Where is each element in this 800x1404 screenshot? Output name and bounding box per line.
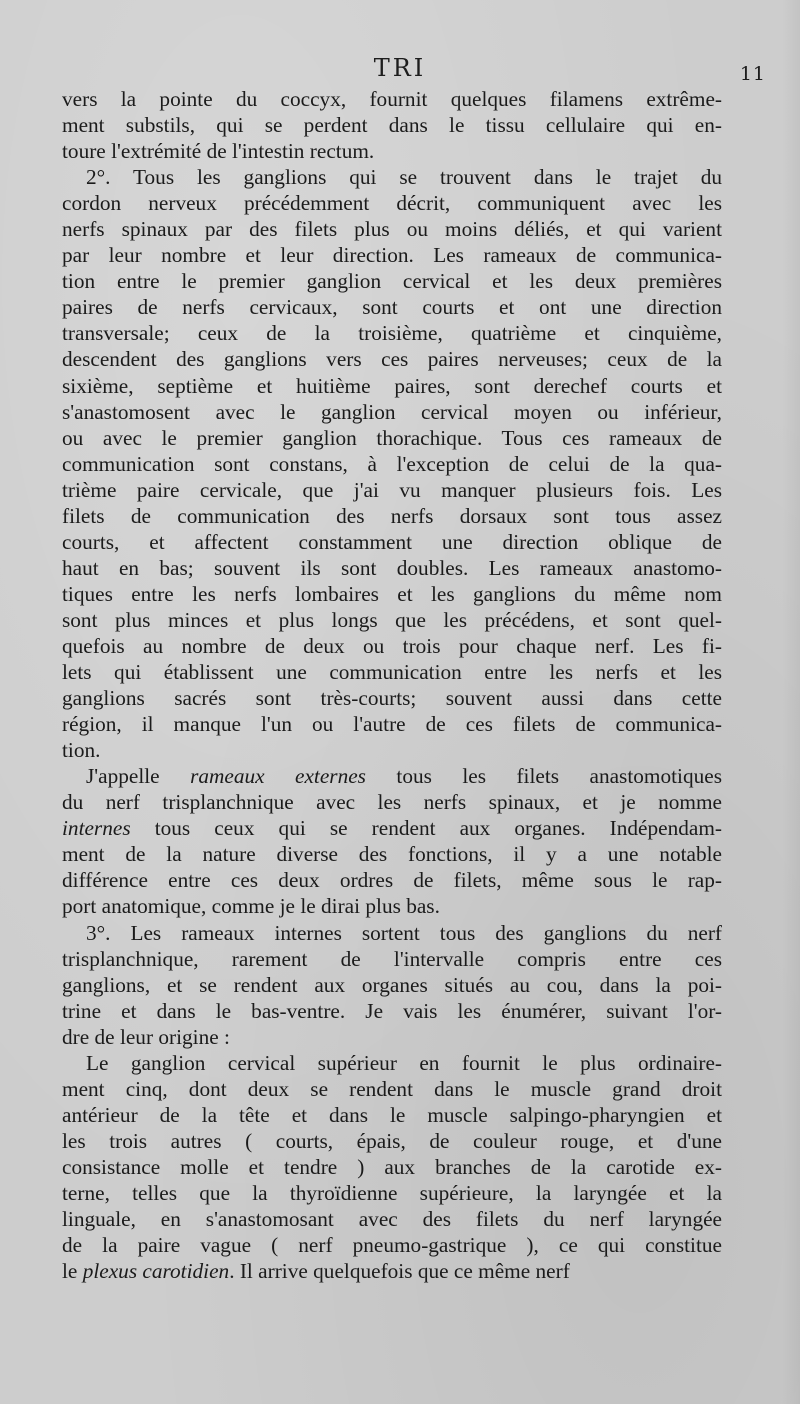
page-header (0, 54, 800, 88)
text-line: différence entre ces deux ordres de filets, même sous le rap- (62, 868, 722, 893)
italic-term: plexus carotidien (82, 1259, 230, 1284)
text-line: ganglions sacrés sont très-courts; souvent aussi dans cette (62, 686, 722, 711)
text-line: descendent des ganglions vers ces paires nerveuses; ceux de la (62, 347, 722, 372)
text-line: tion. (62, 738, 101, 763)
text-line: terne, telles que la thyroïdienne supérieure, la laryngée et la (62, 1180, 722, 1205)
paragraph (62, 763, 722, 919)
italic-term: internes (62, 816, 131, 841)
text-line: par leur nombre et leur direction. Les rameaux de communica- (62, 243, 722, 268)
paragraph (62, 164, 722, 763)
text-line: trième paire cervicale, que j'ai vu manquer plusieurs fois. Les (62, 477, 722, 502)
text-line: région, il manque l'un ou l'autre de ces filets de communica- (62, 712, 722, 737)
text-line: trisplanchnique, rarement de l'intervalle compris entre ces (62, 946, 722, 971)
text-line: J'appelle rameaux externes tous les filets anastomotiques (86, 764, 722, 789)
text-line: ment cinq, dont deux se rendent dans le muscle grand droit (62, 1076, 722, 1101)
text-line: les trois autres ( courts, épais, de couleur rouge, et d'une (62, 1128, 722, 1153)
text-line: 3°. Les rameaux internes sortent tous des ganglions du nerf (86, 920, 722, 945)
text-line: le plexus carotidien. Il arrive quelquefois que ce même nerf (62, 1259, 570, 1284)
text-line: ment substils, qui se perdent dans le tissu cellulaire qui en- (62, 113, 722, 138)
text-line: tiques entre les nerfs lombaires et les ganglions du même nom (62, 581, 722, 606)
page-edge-shadow (782, 0, 800, 1404)
text-line: nerfs spinaux par des filets plus ou moins déliés, et qui varient (62, 217, 722, 242)
text-line: sont plus minces et plus longs que les précédens, et sont quel- (62, 607, 722, 632)
text-line: trine et dans le bas-ventre. Je vais les énumérer, suivant l'or- (62, 998, 722, 1023)
text-line: haut en bas; souvent ils sont doubles. Les rameaux anastomo- (62, 555, 722, 580)
text-line: quefois au nombre de deux ou trois pour chaque nerf. Les fi- (62, 633, 722, 658)
text-line: de la paire vague ( nerf pneumo-gastrique ), ce qui constitue (62, 1233, 722, 1258)
text-line: ganglions, et se rendent aux organes situés au cou, dans la poi- (62, 972, 722, 997)
text-line: linguale, en s'anastomosant avec des filets du nerf laryngée (62, 1207, 722, 1232)
text-line: sixième, septième et huitième paires, sont derechef courts et (62, 373, 722, 398)
text-line: lets qui établissent une communication entre les nerfs et les (62, 660, 722, 685)
page-number: 11 (739, 63, 766, 85)
text-line: paires de nerfs cervicaux, sont courts et ont une direction (62, 295, 722, 320)
text-line: s'anastomosent avec le ganglion cervical moyen ou inférieur, (62, 399, 722, 424)
text-line: port anatomique, comme je le dirai plus bas. (62, 894, 440, 919)
text-line: ment de la nature diverse des fonctions, il y a une notable (62, 842, 722, 867)
text-line: courts, et affectent constamment une direction oblique de (62, 529, 722, 554)
text-line: ou avec le premier ganglion thorachique. Tous ces rameaux de (62, 425, 722, 450)
text-line: filets de communication des nerfs dorsaux sont tous assez (62, 503, 722, 528)
text-line: consistance molle et tendre ) aux branches de la carotide ex- (62, 1154, 722, 1179)
text-line: dre de leur origine : (62, 1024, 230, 1049)
body-text (62, 86, 722, 1284)
italic-term: rameaux externes (190, 764, 366, 789)
text-line: antérieur de la tête et dans le muscle salpingo-pharyngien et (62, 1102, 722, 1127)
text-line: 2°. Tous les ganglions qui se trouvent dans le trajet du (86, 165, 722, 190)
paragraph (62, 86, 722, 164)
paragraph (62, 1050, 722, 1284)
text-line: cordon nerveux précédemment décrit, communiquent avec les (62, 191, 722, 216)
running-head: TRI (373, 54, 427, 82)
text-line: vers la pointe du coccyx, fournit quelques filamens extrême- (62, 87, 722, 111)
text-line: du nerf trisplanchnique avec les nerfs spinaux, et je nomme (62, 790, 722, 815)
text-line: tion entre le premier ganglion cervical et les deux premières (62, 269, 722, 294)
text-line: communication sont constans, à l'exception de celui de la qua- (62, 451, 722, 476)
text-line: internes tous ceux qui se rendent aux organes. Indépendam- (62, 816, 722, 841)
text-line: toure l'extrémité de l'intestin rectum. (62, 139, 375, 164)
text-line: Le ganglion cervical supérieur en fournit le plus ordinaire- (86, 1050, 722, 1075)
paragraph (62, 920, 722, 1050)
text-line: transversale; ceux de la troisième, quatrième et cinquième, (62, 321, 722, 346)
